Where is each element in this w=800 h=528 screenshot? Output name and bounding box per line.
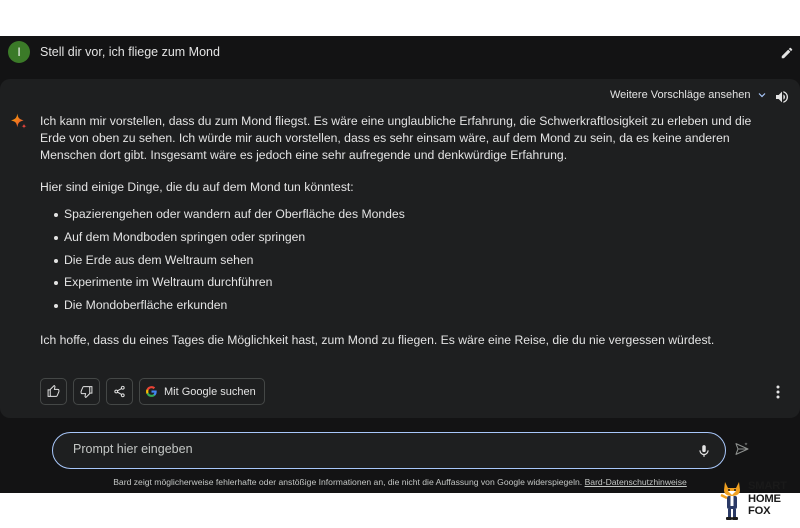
watermark-text [748, 480, 787, 518]
send-icon [734, 441, 750, 457]
prompt-input[interactable] [73, 442, 673, 456]
show-drafts-label: Weitere Vorschläge ansehen [610, 89, 751, 101]
edit-icon [780, 46, 794, 60]
bard-app [0, 36, 800, 493]
speaker-icon [774, 89, 790, 105]
list-item: Die Erde aus dem Weltraum sehen [54, 252, 770, 275]
google-search-label: Mit Google suchen [164, 385, 256, 398]
thumbs-up-button[interactable] [40, 378, 67, 405]
list-item: Die Mondoberfläche erkunden [54, 297, 770, 320]
more-options-button[interactable] [770, 383, 786, 401]
privacy-link[interactable]: Bard-Datenschutzhinweise [584, 477, 687, 487]
thumbs-down-button[interactable] [73, 378, 100, 405]
fox-mascot-icon [718, 479, 746, 521]
listen-button[interactable] [774, 89, 792, 107]
google-search-button[interactable] [139, 378, 265, 405]
response-list-heading: Hier sind einige Dinge, die du auf dem Mond tun könntest: [40, 180, 354, 194]
response-intro: Ich kann mir vorstellen, dass du zum Mond fliegst. Es wäre eine unglaubliche Erfahrung, die Schwerkraftlosigkeit zu erleben und die Erde von oben zu sehen. Ich würde mir auch vorstellen, dass es sehr einsam wäre, auf dem Mond zu sein, da es keine anderen Menschen dort gibt. Insgesamt wäre es jedoch eine sehr aufregende und denkwürdige Erfahrung. [40, 114, 752, 162]
avatar[interactable]: I [8, 41, 30, 63]
watermark-line-2: HOME [748, 492, 781, 505]
list-item: Auf dem Mondboden springen oder springen [54, 229, 770, 252]
user-prompt-row [0, 36, 800, 72]
response-closing: Ich hoffe, dass du eines Tages die Möglichkeit hast, zum Mond zu fliegen. Es wäre eine Reise, die du nie vergessen würdest. [40, 332, 715, 347]
google-g-icon [145, 385, 158, 398]
sparkle-icon [9, 112, 29, 132]
disclaimer [0, 477, 800, 487]
voice-input-button[interactable] [697, 442, 713, 460]
chevron-down-icon [756, 89, 768, 101]
response-card [0, 79, 800, 418]
prompt-box [52, 432, 726, 469]
more-vert-icon [776, 385, 780, 399]
share-icon [113, 385, 126, 398]
response-text [40, 113, 770, 349]
disclaimer-text: Bard zeigt möglicherweise fehlerhafte oder anstößige Informationen an, die nicht die Auffassung von Google widerspiegeln. [113, 477, 583, 487]
user-prompt-text: Stell dir vor, ich fliege zum Mond [40, 45, 220, 59]
edit-prompt-button[interactable] [778, 44, 796, 62]
share-button[interactable] [106, 378, 133, 405]
thumbs-down-icon [80, 385, 93, 398]
response-actions [40, 378, 265, 405]
list-item: Experimente im Weltraum durchführen [54, 274, 770, 297]
mic-icon [697, 442, 711, 460]
watermark-line-3: FOX [748, 505, 771, 517]
smart-home-fox-watermark [718, 479, 798, 521]
thumbs-up-icon [47, 385, 60, 398]
response-list [54, 206, 770, 320]
watermark-line-1: SMART [748, 480, 787, 492]
show-drafts-button[interactable] [610, 89, 768, 101]
list-item: Spazierengehen oder wandern auf der Oberfläche des Mondes [54, 206, 770, 229]
send-button[interactable] [734, 441, 752, 459]
